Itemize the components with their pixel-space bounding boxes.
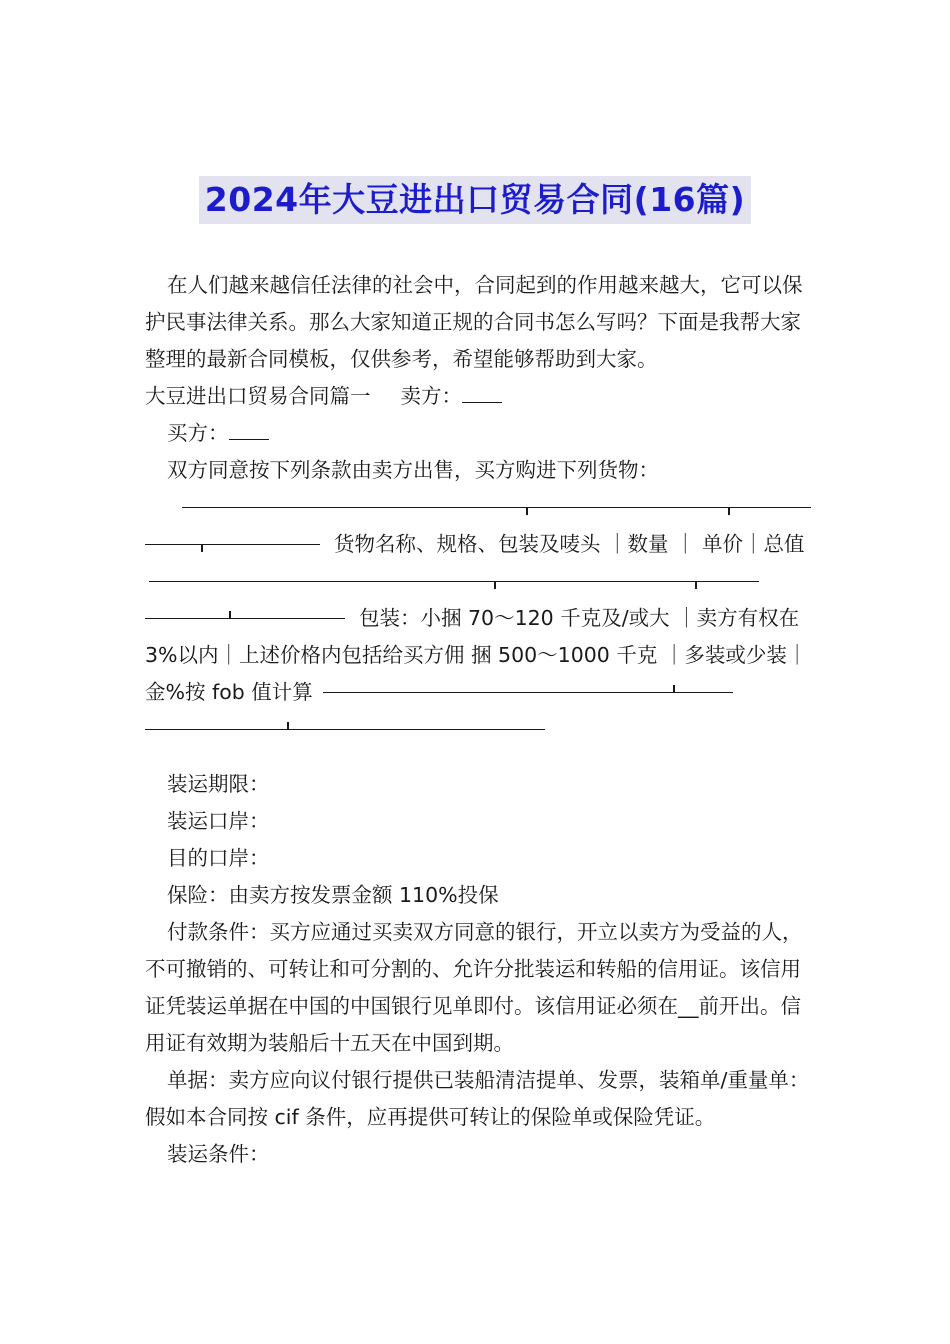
destination-port: 目的口岸： [167,846,270,870]
table-divider-tick [673,685,675,693]
table-divider-tick [695,581,697,589]
table-top-border-row [145,489,811,526]
buyer-blank [229,421,269,440]
title-container [0,176,950,224]
table-divider-tick [728,507,730,515]
buyer-label: 买方： [167,421,229,445]
table-top-border [182,507,811,509]
table-divider-tick [229,611,231,619]
table-header-lead-border [145,544,320,546]
table-body-text: 包装：小捆 70～120 千克及/或大 ｜卖方有权在 3%以内｜上述价格内包括给买方佣 捆 500～1000 千克 ｜多装或少装｜金%按 fob 值计算 [145,606,808,704]
shipping-terms: 装运条件： [167,1142,270,1166]
table-divider-tick [201,544,203,552]
intro-paragraph: 在人们越来越信任法律的社会中，合同起到的作用越来越大，它可以保护民事法律关系。那么大家知道正规的合同书怎么写吗？下面是我帮大家整理的最新合同模板，仅供参考，希望能够帮助到大家。 [145,273,803,371]
table-body-trail-border [323,692,733,694]
document-body [145,267,811,1173]
seller-blank [462,384,502,403]
table-divider-tick [287,722,289,730]
table-body-lead-border [145,618,345,620]
agreement-paragraph: 双方同意按下列条款由卖方出售，买方购进下列货物： [167,458,659,482]
documents-clause: 单据：卖方应向议付银行提供已装船清洁提单、发票，装箱单/重量单：假如本合同按 cif 条件，应再提供可转让的保险单或保险凭证。 [145,1068,810,1129]
table-body-row [145,600,811,748]
spacer [145,748,811,766]
insurance-clause: 保险：由卖方按发票金额 110%投保 [167,883,499,907]
seller-label: 卖方： [400,384,462,408]
table-header-trail-border [149,581,759,583]
table-divider-tick [526,507,528,515]
document-title: 2024年大豆进出口贸易合同(16篇) [199,176,751,224]
goods-table [145,489,811,748]
shipment-period: 装运期限： [167,772,270,796]
table-header-row [145,526,811,600]
table-divider-tick [494,581,496,589]
section-heading-line [145,378,811,415]
table-header-text: 货物名称、规格、包装及唛头 ｜数量 ｜ 单价｜总值 [334,532,805,556]
loading-port: 装运口岸： [167,809,270,833]
buyer-line [145,415,811,452]
table-bottom-border [145,729,545,731]
section-heading: 大豆进出口贸易合同篇一 [145,384,371,408]
payment-clause: 付款条件：买方应通过买卖双方同意的银行，开立以卖方为受益的人，不可撤销的、可转让和可分割的、允许分批装运和转船的信用证。该信用证凭装运单据在中国的中国银行见单即付。该信用证必须在__前开出。信用证有效期为装船后十五天在中国到期。 [145,920,803,1055]
